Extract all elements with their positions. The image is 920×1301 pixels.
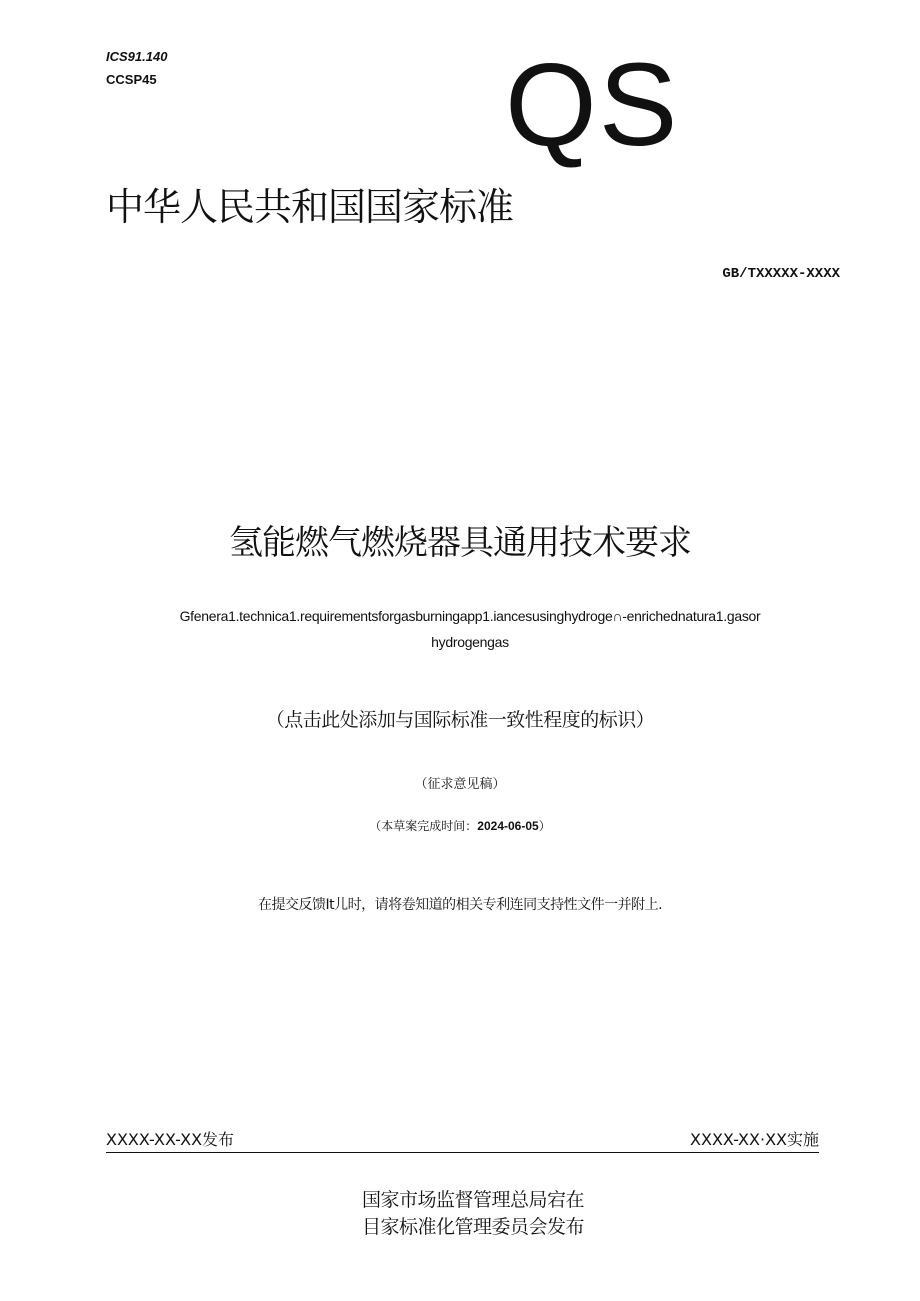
standard-type-heading: 中华人民共和国国家标准 — [106, 185, 514, 229]
draft-status: （征求意见稿） — [414, 777, 506, 792]
draft-completion-time — [0, 816, 920, 836]
title-english-line1: Gfenera1.technica1.requirementsforgasburningapp1.iancesusinghydroge∩-enrichednatura1.gasor — [179, 608, 761, 624]
implement-date: XXXX-XX·XX实施 — [690, 1130, 819, 1149]
patent-notice: 在提交反馈It儿时，请将卷知道的相关专利连同支持性文件一并附上. — [257, 897, 663, 913]
publication-row — [106, 1128, 819, 1153]
issuing-authorities — [362, 1187, 584, 1241]
draft-completion-prefix: （本草案完成时间： — [369, 819, 478, 833]
draft-completion-date: 2024-06-05 — [477, 819, 539, 833]
title-english — [120, 603, 820, 655]
issue-date: XXXX-XX-XX发布 — [106, 1130, 235, 1149]
title-chinese: 氢能燃气燃烧器具通用技术要求 — [229, 523, 691, 563]
draft-completion-suffix: ） — [538, 819, 551, 833]
title-english-line2: hydrogengas — [431, 634, 509, 650]
ics-code: ICS91.140 — [106, 49, 168, 64]
issuer-line1: 国家市场监督管理总局宕在 — [362, 1189, 585, 1211]
consistency-mark-placeholder[interactable]: （点击此处添加与国际标准一致性程度的标识） — [265, 709, 655, 731]
ccs-code: CCSP45 — [106, 72, 157, 87]
standard-logo: QS — [505, 39, 680, 171]
standard-code: GB/TXXXXX-XXXX — [722, 266, 840, 282]
issuer-line2: 目家标准化管理委员会发布 — [362, 1216, 585, 1238]
